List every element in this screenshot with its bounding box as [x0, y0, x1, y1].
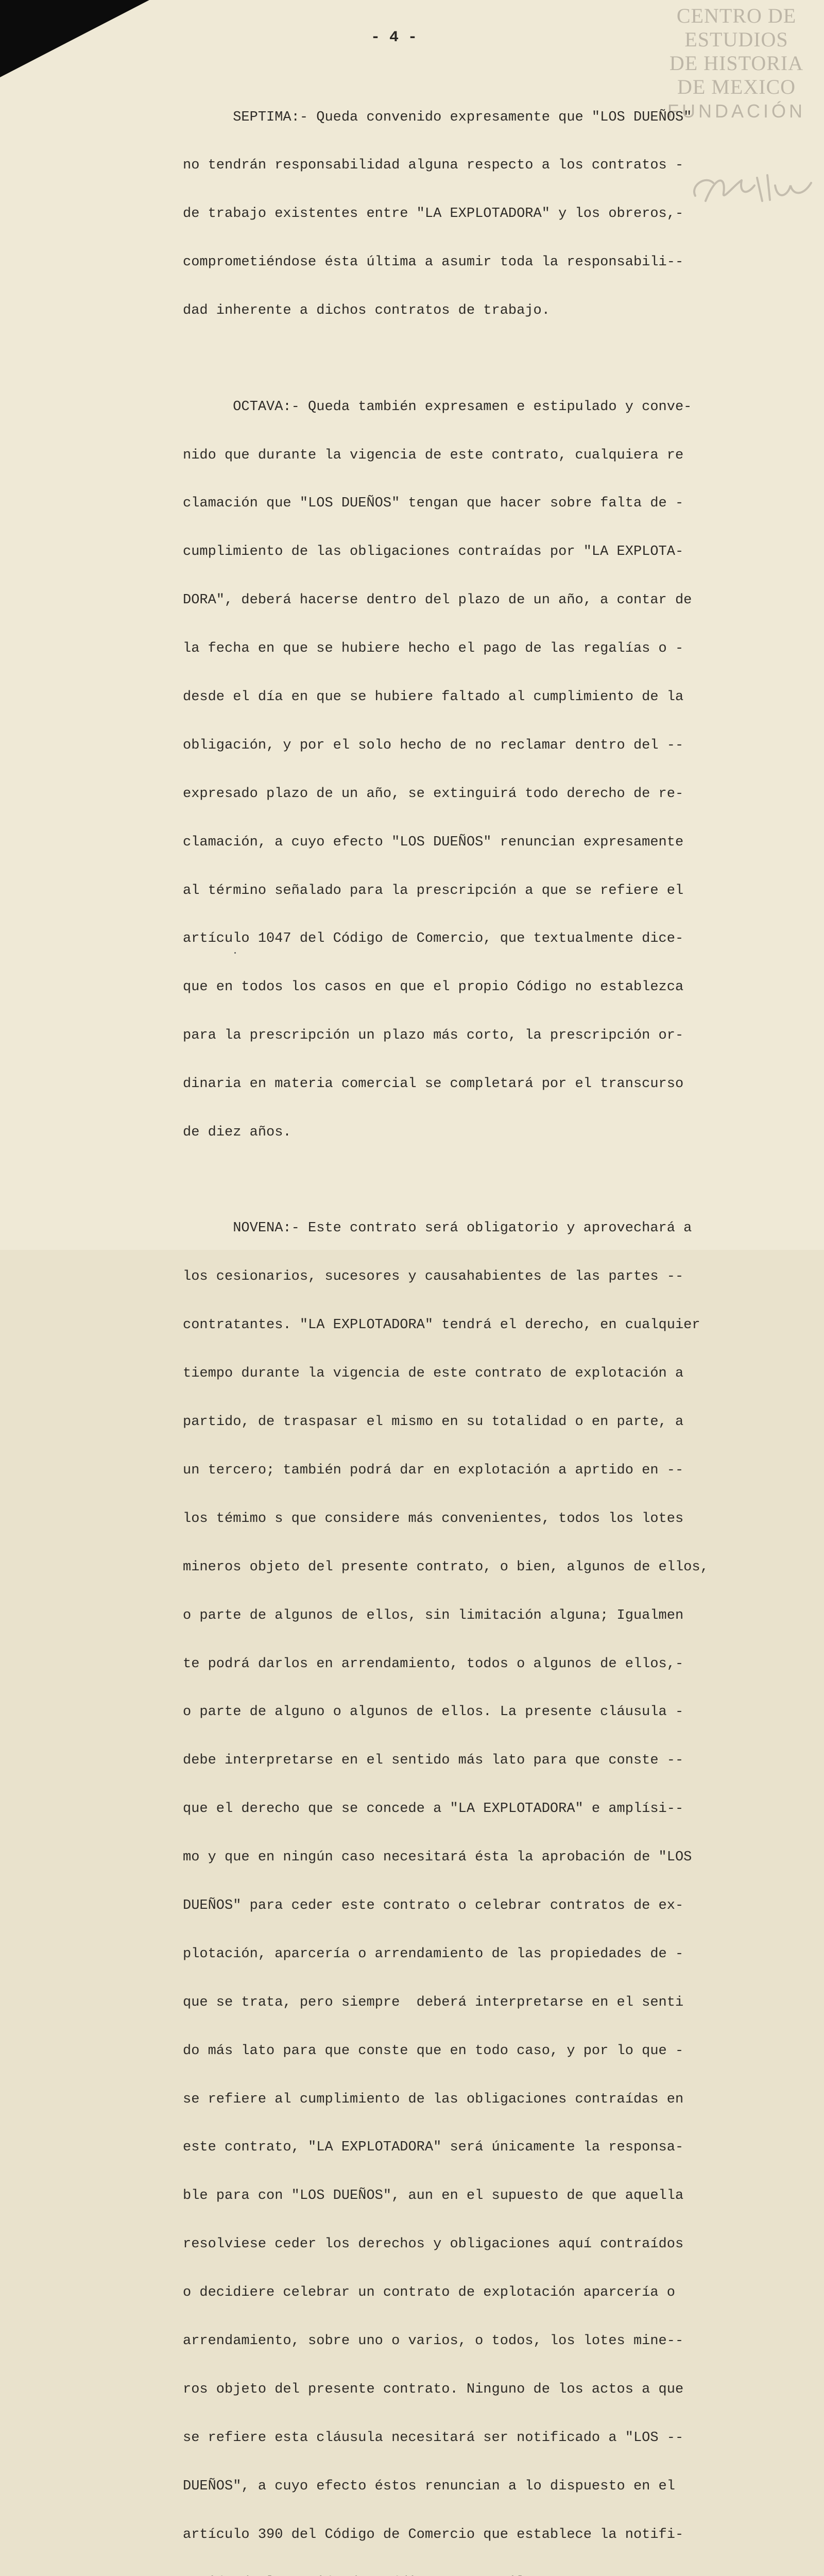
text-line: que en todos los casos en que el propio Código no establezca: [183, 979, 684, 995]
text-line: que el derecho que se concede a "LA EXPLOTADORA" e amplísi--: [183, 1801, 684, 1817]
text-line: se refiere al cumplimiento de las obligaciones contraídas en: [183, 2091, 684, 2107]
text-line: nido que durante la vigencia de este contrato, cualquiera re: [183, 447, 684, 463]
watermark-foundation: FUNDACIÓN: [667, 100, 805, 122]
watermark-line: ESTUDIOS: [684, 28, 788, 51]
text-line: la fecha en que se hubiere hecho el pago de las regalías o -: [183, 641, 684, 657]
ink-speck: [234, 952, 236, 954]
clause-octava: [183, 367, 775, 1173]
text-line: artículo 390 del Código de Comercio que establece la notifi-: [183, 2527, 684, 2543]
page-number: - 4 -: [371, 29, 418, 46]
text-line: los cesionarios, sucesores y causahabientes de las partes --: [183, 1269, 684, 1285]
text-line: DORA", deberá hacerse dentro del plazo de un año, a contar de: [183, 592, 692, 608]
text-line: de trabajo existentes entre "LA EXPLOTADORA" y los obreros,-: [183, 206, 684, 222]
text-line: un tercero; también podrá dar en explotación a aprtido en --: [183, 1462, 684, 1478]
text-line: que se trata, pero siempre deberá interpretarse en el senti: [183, 1994, 684, 2010]
text-line: OCTAVA:- Queda también expresamen e estipulado y conve-: [183, 399, 692, 415]
text-line: o decidiere celebrar un contrato de explotación aparcería o: [183, 2285, 675, 2301]
text-line: expresado plazo de un año, se extinguirá todo derecho de re-: [183, 786, 684, 802]
text-line: para la prescripción un plazo más corto, la prescripción or-: [183, 1028, 684, 1044]
text-line: clamación, a cuyo efecto "LOS DUEÑOS" renuncian expresamente: [183, 834, 684, 850]
text-line: ble para con "LOS DUEÑOS", aun en el supuesto de que aquella: [183, 2188, 684, 2204]
watermark-line: DE MEXICO: [677, 75, 796, 98]
text-line: o parte de alguno o algunos de ellos. La presente cláusula -: [183, 1704, 684, 1720]
text-line: artículo 1047 del Código de Comercio, que textualmente dice-: [183, 931, 684, 947]
text-line: dad inherente a dichos contratos de trabajo.: [183, 303, 550, 319]
clause-novena: [183, 1189, 775, 2576]
text-line: este contrato, "LA EXPLOTADORA" será únicamente la responsa-: [183, 2140, 684, 2156]
text-line: contratantes. "LA EXPLOTADORA" tendrá el derecho, en cualquier: [183, 1317, 700, 1333]
text-line: SEPTIMA:- Queda convenido expresamente que "LOS DUEÑOS": [183, 109, 692, 125]
text-line: clamación que "LOS DUEÑOS" tengan que hacer sobre falta de -: [183, 496, 684, 512]
text-line: obligación, y por el solo hecho de no reclamar dentro del --: [183, 737, 684, 753]
text-line: mo y que en ningún caso necesitará ésta la aprobación de "LOS: [183, 1850, 692, 1866]
text-line: arrendamiento, sobre uno o varios, o todos, los lotes mine--: [183, 2333, 684, 2349]
text-line: plotación, aparcería o arrendamiento de las propiedades de -: [183, 1946, 684, 1962]
text-line: dinaria en materia comercial se completará por el transcurso: [183, 1076, 684, 1092]
document-body: [183, 77, 775, 2576]
text-line: resolviese ceder los derechos y obligaciones aquí contraídos: [183, 2236, 684, 2252]
text-line: tiempo durante la vigencia de este contrato de explotación a: [183, 1366, 684, 1382]
text-line: de diez años.: [183, 1125, 291, 1140]
text-line: o parte de algunos de ellos, sin limitación alguna; Igualmen: [183, 1607, 684, 1623]
text-line: DUEÑOS", a cuyo efecto éstos renuncian a lo dispuesto en el: [183, 2478, 675, 2494]
text-line: al término señalado para la prescripción a que se refiere el: [183, 883, 684, 899]
text-line: mineros objeto del presente contrato, o bien, algunos de ellos,: [183, 1559, 709, 1575]
text-line: se refiere esta cláusula necesitará ser notificado a "LOS --: [183, 2430, 684, 2446]
text-line: debe interpretarse en el sentido más lato para que conste --: [183, 1753, 684, 1769]
text-line: do más lato para que conste que en todo caso, y por lo que -: [183, 2043, 684, 2059]
text-line: comprometiéndose ésta última a asumir toda la responsabili--: [183, 255, 684, 270]
text-line: desde el día en que se hubiere faltado al cumplimiento de la: [183, 689, 684, 705]
scan-corner-shadow: [0, 0, 149, 77]
text-line: te podrá darlos en arrendamiento, todos o algunos de ellos,-: [183, 1656, 684, 1672]
text-line: ros objeto del presente contrato. Ninguno de los actos a que: [183, 2381, 684, 2397]
watermark-line: DE HISTORIA: [669, 52, 804, 75]
text-line: partido, de traspasar el mismo en su totalidad o en parte, a: [183, 1414, 684, 1430]
text-line: DUEÑOS" para ceder este contrato o celebrar contratos de ex-: [183, 1897, 684, 1913]
watermark-line: CENTRO DE: [676, 4, 797, 27]
text-line: no tendrán responsabilidad alguna respecto a los contratos -: [183, 158, 684, 174]
text-line: los témimo s que considere más convenientes, todos los lotes: [183, 1511, 684, 1527]
text-line: cumplimiento de las obligaciones contraídas por "LA EXPLOTA-: [183, 544, 684, 560]
clause-septima: [183, 77, 775, 351]
text-line: NOVENA:- Este contrato será obligatorio y aprovechará a: [183, 1221, 692, 1236]
